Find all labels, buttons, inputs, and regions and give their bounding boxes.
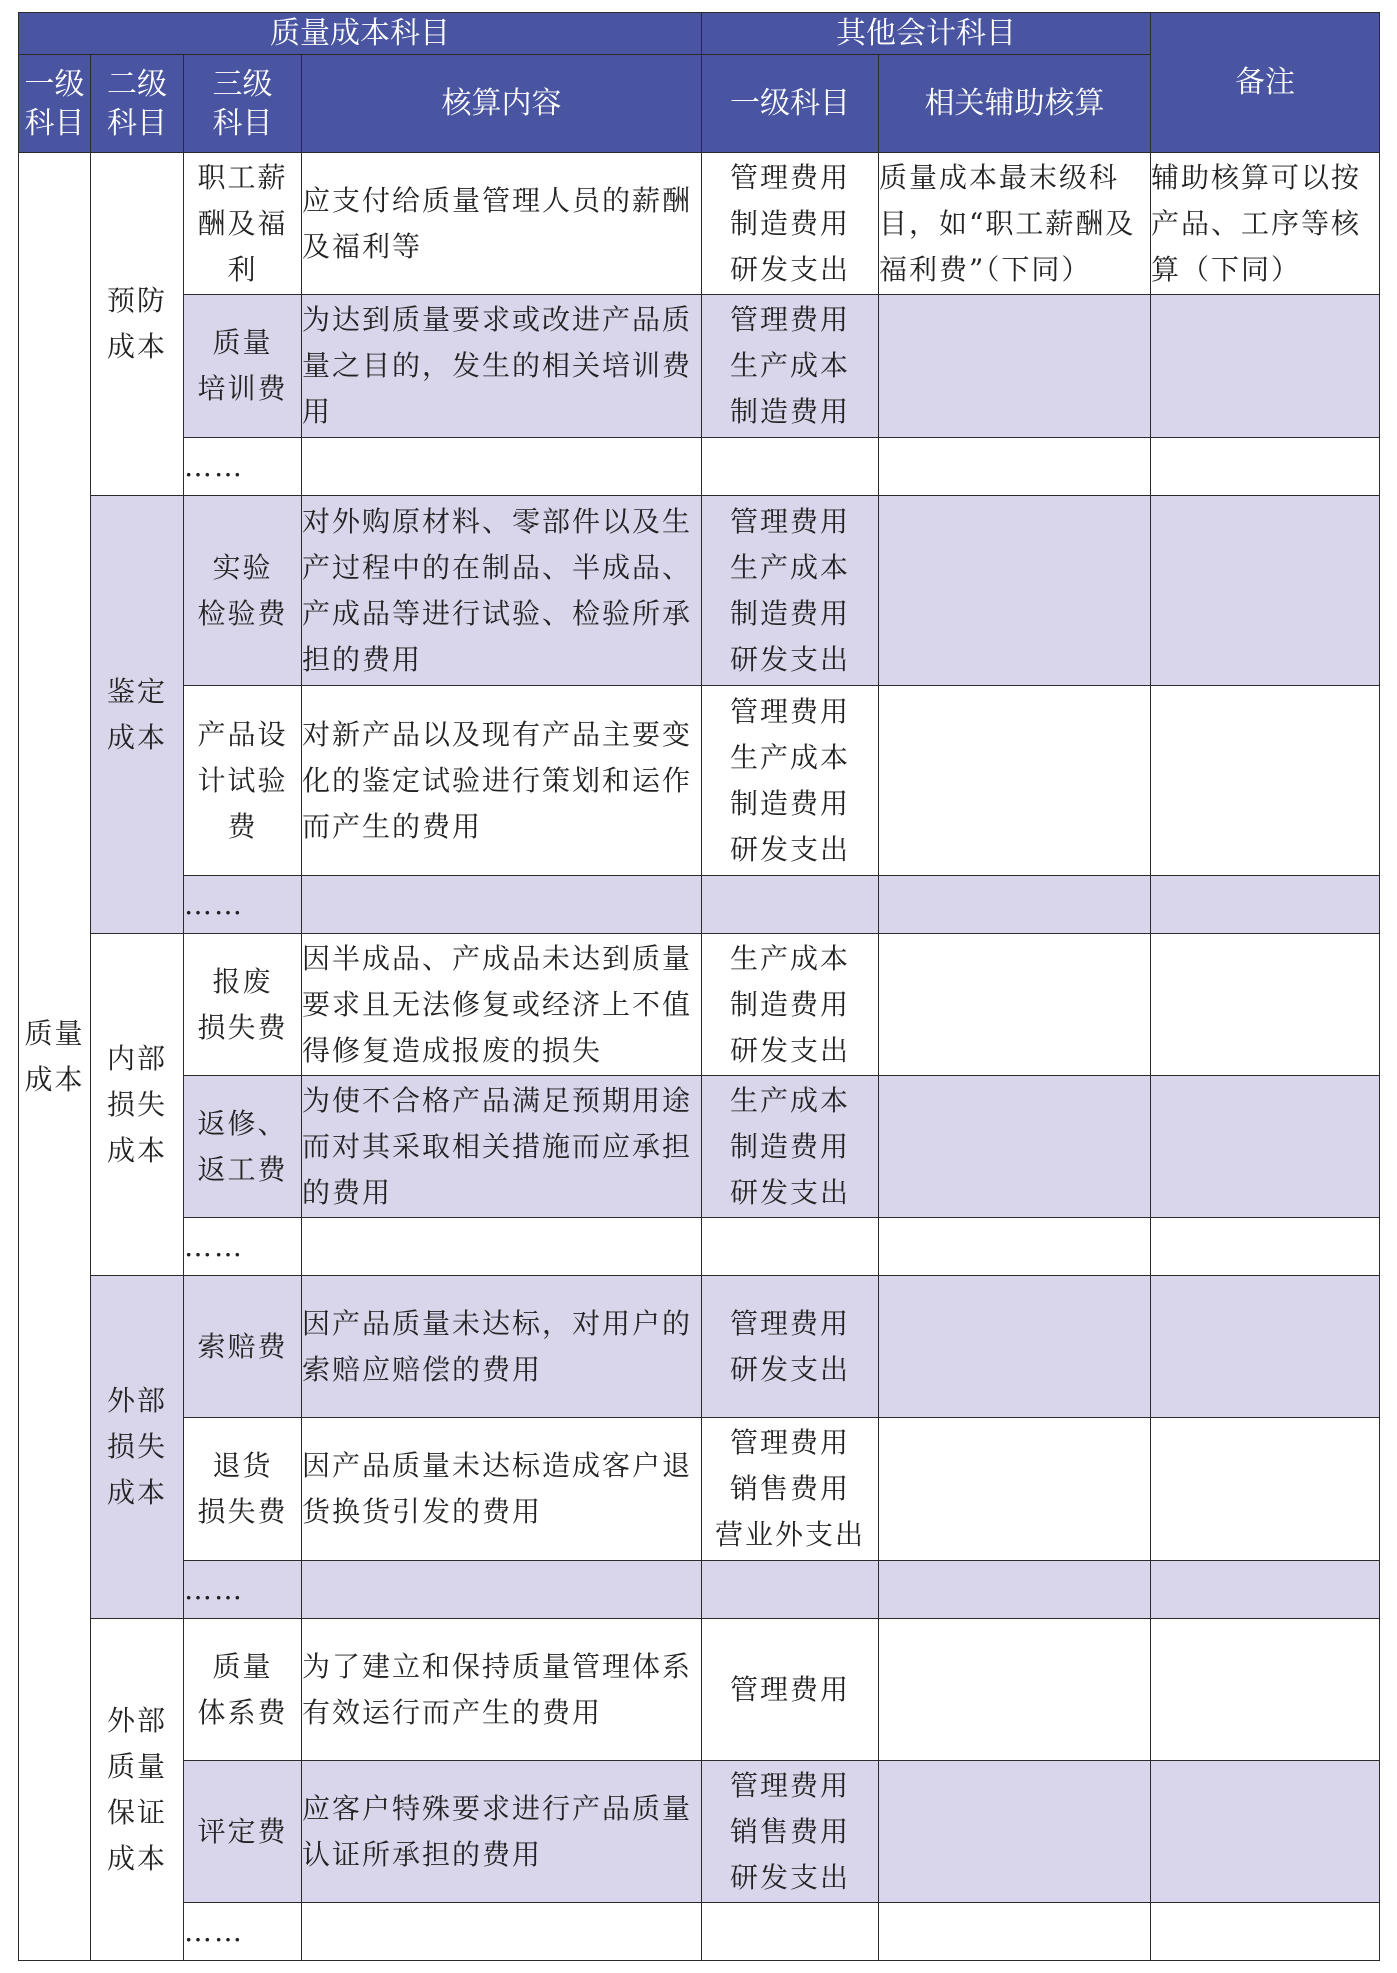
header-remark: 备注 bbox=[1151, 13, 1380, 153]
accounting-content-cell: 对外购原材料、零部件以及生产过程中的在制品、半成品、产成品等进行试验、检验所承担的费用 bbox=[302, 496, 702, 686]
header-level3-subject: 三级 科目 bbox=[184, 55, 302, 153]
auxiliary-accounting-cell bbox=[879, 1761, 1151, 1903]
header-other-level1-subject: 一级科目 bbox=[702, 55, 879, 153]
other-account-cell bbox=[702, 876, 879, 934]
auxiliary-accounting-cell bbox=[879, 1076, 1151, 1218]
level2-appraisal-cost: 鉴定 成本 bbox=[91, 496, 184, 934]
accounting-content-cell: 对新产品以及现有产品主要变化的鉴定试验进行策划和运作而产生的费用 bbox=[302, 686, 702, 876]
auxiliary-accounting-cell bbox=[879, 496, 1151, 686]
level2-external-quality-assurance-cost: 外部 质量 保证 成本 bbox=[91, 1619, 184, 1961]
accounting-content-cell: 因产品质量未达标，对用户的索赔应赔偿的费用 bbox=[302, 1276, 702, 1418]
level3-item-more: …… bbox=[184, 438, 302, 496]
auxiliary-accounting-cell bbox=[879, 1903, 1151, 1961]
remark-cell bbox=[1151, 1276, 1380, 1418]
accounting-content-cell bbox=[302, 1561, 702, 1619]
header-quality-cost-subjects: 质量成本科目 bbox=[19, 13, 702, 55]
level2-external-failure-cost: 外部 损失 成本 bbox=[91, 1276, 184, 1619]
auxiliary-accounting-cell bbox=[879, 1561, 1151, 1619]
level3-item: 产品设 计试验 费 bbox=[184, 686, 302, 876]
accounting-content-cell: 应支付给质量管理人员的薪酬及福利等 bbox=[302, 153, 702, 295]
level1-subject-quality-cost: 质量 成本 bbox=[19, 153, 91, 1961]
accounting-content-cell bbox=[302, 1218, 702, 1276]
level2-internal-failure-cost: 内部 损失 成本 bbox=[91, 934, 184, 1276]
auxiliary-accounting-cell: 质量成本最末级科目，如“职工薪酬及福利费”（下同） bbox=[879, 153, 1151, 295]
remark-cell bbox=[1151, 1561, 1380, 1619]
level3-item-more: …… bbox=[184, 876, 302, 934]
other-account-cell: 管理费用 生产成本 制造费用 研发支出 bbox=[702, 686, 879, 876]
level3-item: 退货 损失费 bbox=[184, 1418, 302, 1561]
accounting-content-cell: 为了建立和保持质量管理体系有效运行而产生的费用 bbox=[302, 1619, 702, 1761]
accounting-content-cell bbox=[302, 1903, 702, 1961]
header-level1-subject: 一级 科目 bbox=[19, 55, 91, 153]
auxiliary-accounting-cell bbox=[879, 438, 1151, 496]
remark-cell bbox=[1151, 1903, 1380, 1961]
header-accounting-content: 核算内容 bbox=[302, 55, 702, 153]
other-account-cell bbox=[702, 438, 879, 496]
auxiliary-accounting-cell bbox=[879, 686, 1151, 876]
accounting-content-cell bbox=[302, 876, 702, 934]
accounting-content-cell bbox=[302, 438, 702, 496]
auxiliary-accounting-cell bbox=[879, 876, 1151, 934]
level3-item: 质量 培训费 bbox=[184, 295, 302, 438]
accounting-content-cell: 为使不合格产品满足预期用途而对其采取相关措施而应承担的费用 bbox=[302, 1076, 702, 1218]
other-account-cell bbox=[702, 1903, 879, 1961]
level3-item: 评定费 bbox=[184, 1761, 302, 1903]
level3-item: 职工薪 酬及福 利 bbox=[184, 153, 302, 295]
header-auxiliary-accounting: 相关辅助核算 bbox=[879, 55, 1151, 153]
remark-cell bbox=[1151, 496, 1380, 686]
level3-item-more: …… bbox=[184, 1561, 302, 1619]
remark-cell bbox=[1151, 934, 1380, 1076]
other-account-cell: 管理费用 bbox=[702, 1619, 879, 1761]
level3-item-more: …… bbox=[184, 1218, 302, 1276]
remark-cell bbox=[1151, 295, 1380, 438]
accounting-content-cell: 为达到质量要求或改进产品质量之目的，发生的相关培训费用 bbox=[302, 295, 702, 438]
remark-cell bbox=[1151, 1076, 1380, 1218]
remark-cell bbox=[1151, 1619, 1380, 1761]
remark-cell bbox=[1151, 1418, 1380, 1561]
level3-item: 报废 损失费 bbox=[184, 934, 302, 1076]
level3-item: 索赔费 bbox=[184, 1276, 302, 1418]
remark-cell bbox=[1151, 686, 1380, 876]
auxiliary-accounting-cell bbox=[879, 1619, 1151, 1761]
other-account-cell: 管理费用 生产成本 制造费用 研发支出 bbox=[702, 496, 879, 686]
auxiliary-accounting-cell bbox=[879, 1276, 1151, 1418]
other-account-cell: 生产成本 制造费用 研发支出 bbox=[702, 1076, 879, 1218]
level2-prevention-cost: 预防 成本 bbox=[91, 153, 184, 496]
other-account-cell bbox=[702, 1218, 879, 1276]
quality-cost-table bbox=[18, 12, 1380, 1961]
other-account-cell: 管理费用 研发支出 bbox=[702, 1276, 879, 1418]
other-account-cell: 生产成本 制造费用 研发支出 bbox=[702, 934, 879, 1076]
remark-cell: 辅助核算可以按产品、工序等核算（下同） bbox=[1151, 153, 1380, 295]
accounting-content-cell: 因产品质量未达标造成客户退货换货引发的费用 bbox=[302, 1418, 702, 1561]
other-account-cell: 管理费用 销售费用 研发支出 bbox=[702, 1761, 879, 1903]
auxiliary-accounting-cell bbox=[879, 295, 1151, 438]
level3-item-more: …… bbox=[184, 1903, 302, 1961]
level3-item: 质量 体系费 bbox=[184, 1619, 302, 1761]
level3-item: 返修、 返工费 bbox=[184, 1076, 302, 1218]
remark-cell bbox=[1151, 438, 1380, 496]
other-account-cell: 管理费用 制造费用 研发支出 bbox=[702, 153, 879, 295]
other-account-cell: 管理费用 销售费用 营业外支出 bbox=[702, 1418, 879, 1561]
level3-item: 实验 检验费 bbox=[184, 496, 302, 686]
other-account-cell bbox=[702, 1561, 879, 1619]
header-level2-subject: 二级 科目 bbox=[91, 55, 184, 153]
auxiliary-accounting-cell bbox=[879, 934, 1151, 1076]
accounting-content-cell: 因半成品、产成品未达到质量要求且无法修复或经济上不值得修复造成报废的损失 bbox=[302, 934, 702, 1076]
remark-cell bbox=[1151, 1761, 1380, 1903]
other-account-cell: 管理费用 生产成本 制造费用 bbox=[702, 295, 879, 438]
remark-cell bbox=[1151, 876, 1380, 934]
remark-cell bbox=[1151, 1218, 1380, 1276]
header-other-accounting-subjects: 其他会计科目 bbox=[702, 13, 1151, 55]
auxiliary-accounting-cell bbox=[879, 1418, 1151, 1561]
accounting-content-cell: 应客户特殊要求进行产品质量认证所承担的费用 bbox=[302, 1761, 702, 1903]
auxiliary-accounting-cell bbox=[879, 1218, 1151, 1276]
